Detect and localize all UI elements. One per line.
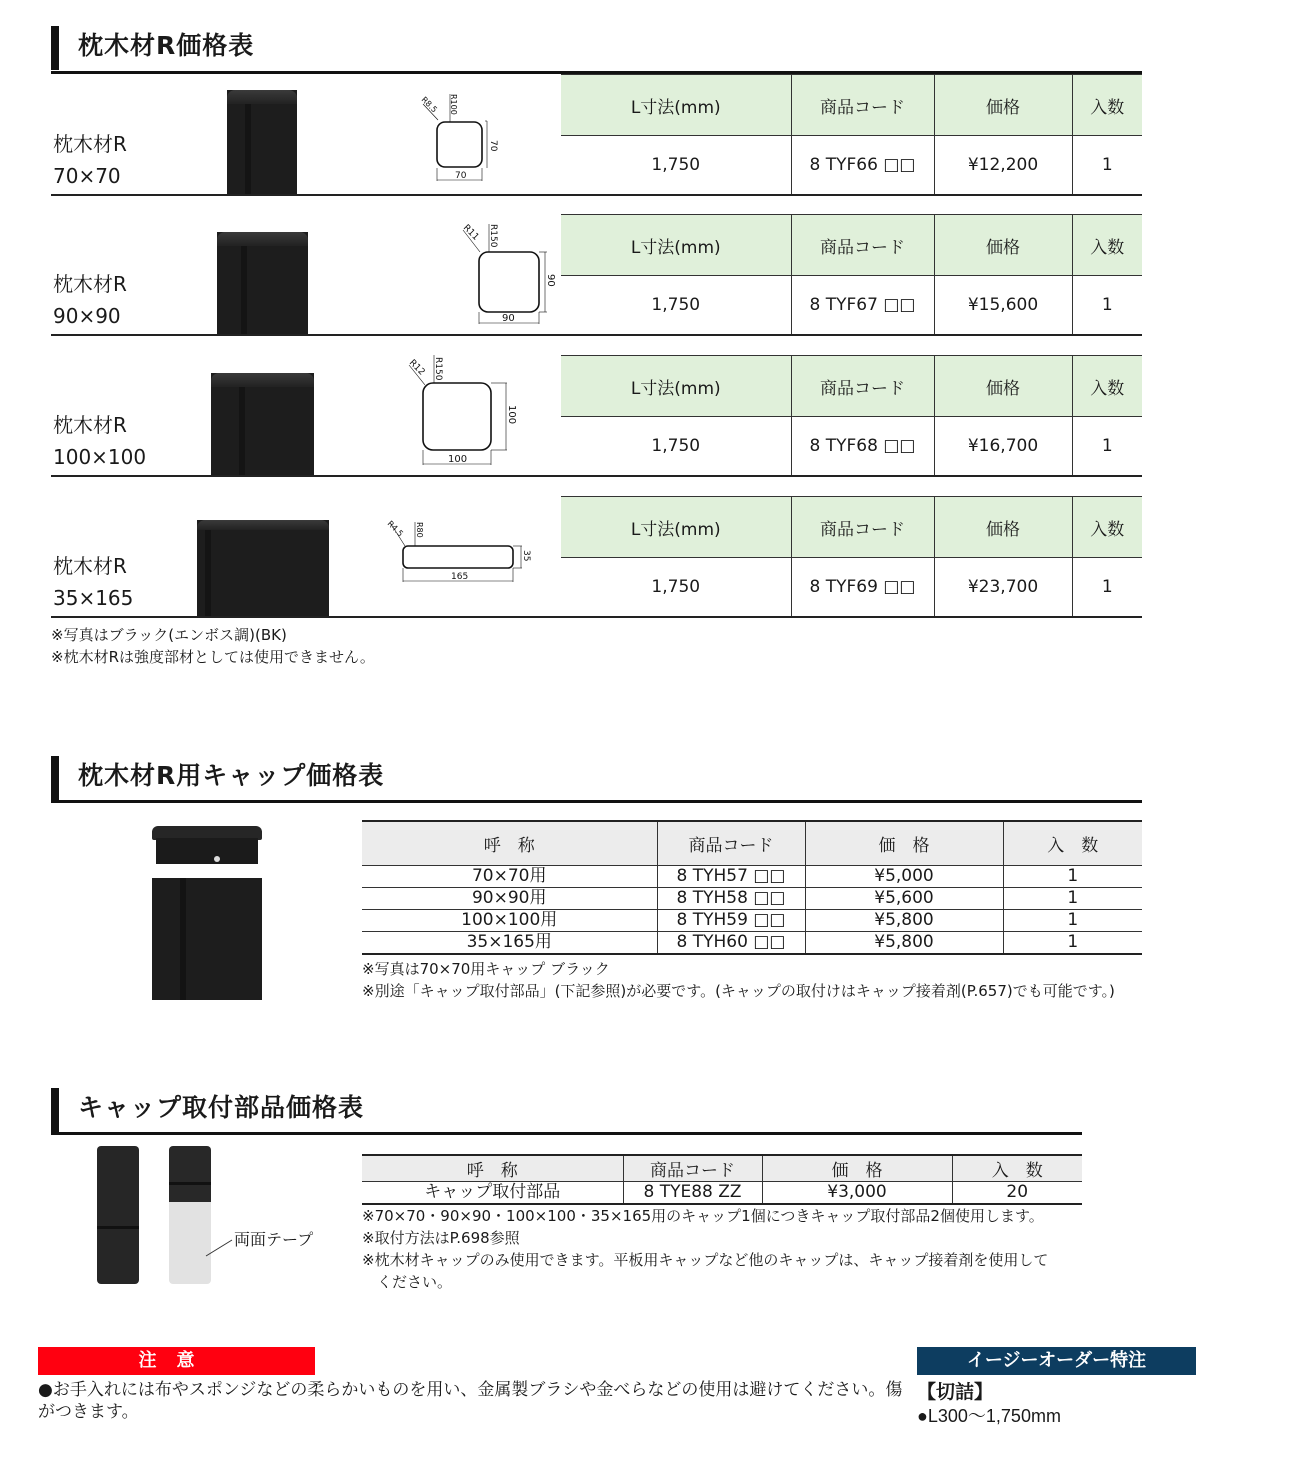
svg-text:R12: R12 (406, 358, 427, 378)
table-row: 70×70用 8 TYH57 □□ ¥5,000 1 (362, 865, 1142, 887)
cross-section-drawing (411, 216, 561, 331)
svg-text:R8.5: R8.5 (419, 95, 439, 115)
post-photo (227, 90, 297, 194)
table-row: 35×165用 8 TYH60 □□ ¥5,800 1 (362, 931, 1142, 954)
leader-line (204, 1238, 234, 1258)
easy-order-body: ●L300～1,750mm (917, 1406, 1061, 1426)
cross-section-drawing (401, 355, 561, 473)
cap-photo (152, 826, 262, 1000)
price-table: L寸法(mm) 商品コード 価格 入数 1,750 8 TYF69 □□ ¥23,700 1 (561, 496, 1142, 617)
svg-text:R100: R100 (449, 94, 458, 115)
svg-text:90: 90 (502, 313, 515, 324)
caution-text: ●お手入れには布やスポンジなどの柔らかいものを用い、金属製ブラシや金べらなどの使用は避けてください。傷がつきます。 (38, 1380, 903, 1422)
product-name: 枕木材R 90×90 (53, 272, 127, 328)
product-row-90x90 (51, 214, 1142, 336)
svg-text:100: 100 (448, 454, 468, 465)
cap-price-table: 呼 称 商品コード 価 格 入 数 70×70用 8 TYH57 □□ ¥5,000 1 90×90用 8 TYH58 □□ ¥5,600 1 100×100用 8 TYH59 □□ ¥5,800 1 35×165用 8 TYH60 □□ ¥5,800 1 (362, 820, 1142, 955)
cap-parts-price-table: 呼 称 商品コード 価 格 入 数 キャップ取付部品 8 TYE88 ZZ ¥3,000 20 (362, 1154, 1082, 1205)
cross-section-drawing (381, 510, 541, 590)
svg-text:R11: R11 (460, 223, 481, 243)
section-rule (51, 800, 1142, 803)
svg-text:70: 70 (488, 140, 498, 152)
cap-part-photo-back (169, 1146, 211, 1284)
post-photo (217, 232, 308, 334)
svg-text:90: 90 (545, 274, 556, 287)
product-name: 枕木材R 70×70 (53, 132, 127, 188)
svg-text:100: 100 (506, 405, 517, 425)
table-row: キャップ取付部品 8 TYE88 ZZ ¥3,000 20 (362, 1182, 1082, 1205)
section-title-sleeper-price: 枕木材R価格表 (51, 26, 254, 70)
product-row-70x70 (51, 74, 1142, 196)
price-table: L寸法(mm) 商品コード 価格 入数 1,750 8 TYF67 □□ ¥15,600 1 (561, 214, 1142, 335)
table-row: 100×100用 8 TYH59 □□ ¥5,800 1 (362, 909, 1142, 931)
section3-notes: ※70×70・90×90・100×100・35×165用のキャップ1個につきキャップ取付部品2個使用します。 ※取付方法はP.698参照 ※枕木材キャップのみ使用できます。平板用キャップなど他のキャップは、キャップ接着剤を使用して ください。 (362, 1207, 1049, 1291)
easy-order-header: イージーオーダー特注 (917, 1347, 1196, 1375)
product-name: 枕木材R 35×165 (53, 554, 134, 610)
product-row-100x100 (51, 355, 1142, 477)
post-photo (197, 520, 329, 616)
svg-text:R80: R80 (415, 522, 424, 538)
svg-text:35: 35 (521, 550, 531, 562)
svg-text:R150: R150 (488, 224, 498, 248)
section-rule (51, 1132, 1082, 1135)
section-title-cap-price: 枕木材R用キャップ価格表 (51, 756, 384, 800)
double-sided-tape-label: 両面テープ (234, 1230, 314, 1249)
svg-text:R4.5: R4.5 (385, 519, 405, 539)
easy-order-title: 【切詰】 (917, 1381, 994, 1403)
section-title-cap-parts-price: キャップ取付部品価格表 (51, 1088, 364, 1132)
svg-text:R150: R150 (433, 357, 443, 381)
svg-text:70: 70 (455, 171, 467, 181)
cross-section-drawing (411, 88, 501, 188)
product-row-35x165 (51, 496, 1142, 618)
product-name: 枕木材R 100×100 (53, 413, 147, 469)
svg-text:165: 165 (451, 572, 469, 582)
section2-notes: ※写真は70×70用キャップ ブラック ※別途「キャップ取付部品」(下記参照)が必要です。(キャップの取付けはキャップ接着剤(P.657)でも可能です。) (362, 960, 1115, 1000)
table-row: 90×90用 8 TYH58 □□ ¥5,600 1 (362, 887, 1142, 909)
section1-notes: ※写真はブラック(エンボス調)(BK) ※枕木材Rは強度部材としては使用できません。 (51, 626, 375, 666)
price-table: L寸法(mm) 商品コード 価格 入数 1,750 8 TYF66 □□ ¥12,200 1 (561, 74, 1142, 195)
price-table: L寸法(mm) 商品コード 価格 入数 1,750 8 TYF68 □□ ¥16,700 1 (561, 355, 1142, 476)
post-photo (211, 373, 314, 475)
caution-header: 注意 (38, 1347, 315, 1375)
cap-part-photo-front (97, 1146, 139, 1284)
